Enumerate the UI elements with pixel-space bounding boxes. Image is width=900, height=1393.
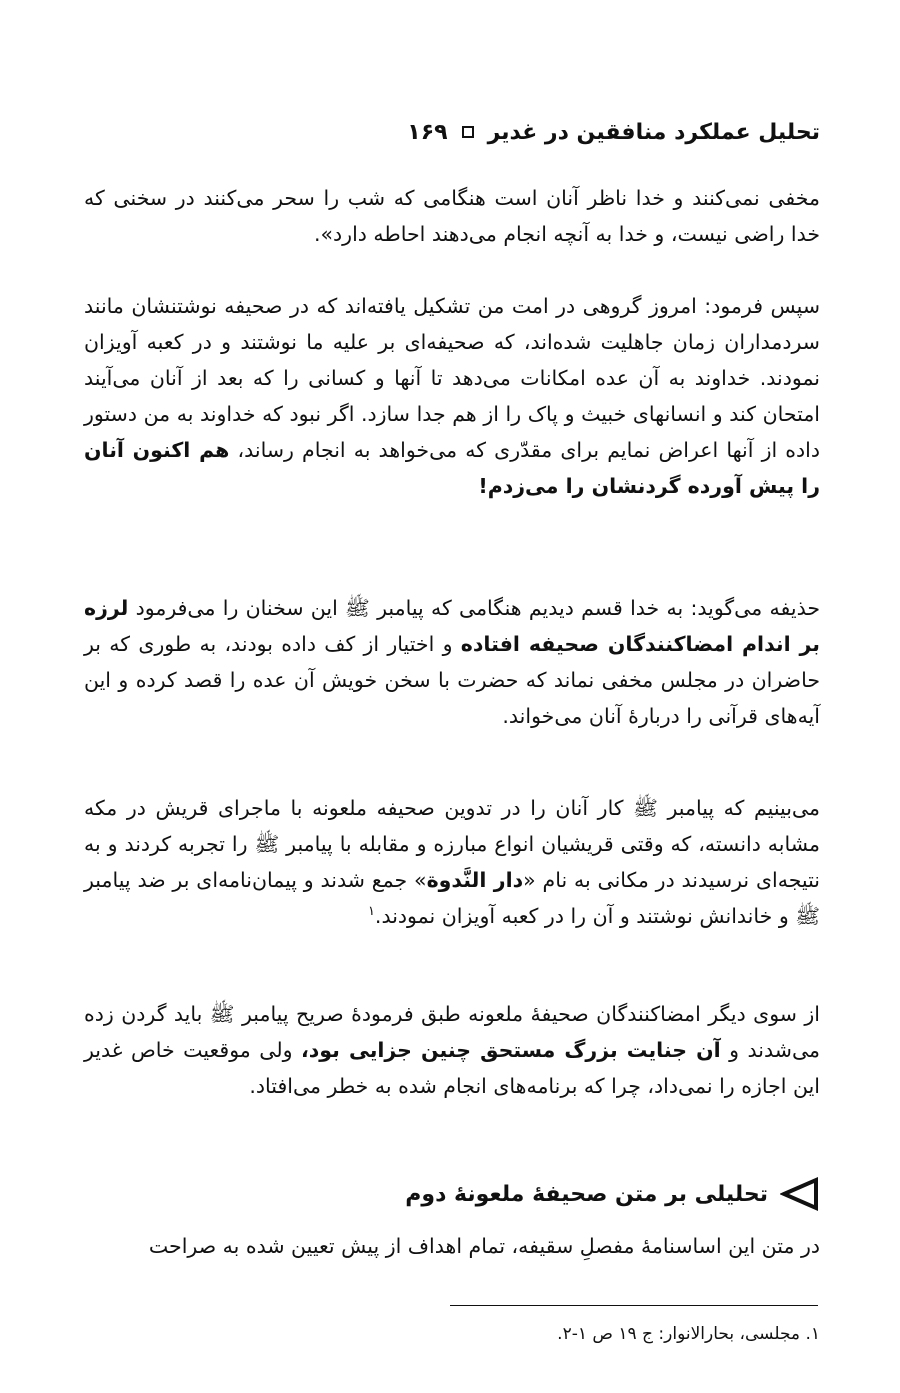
paragraph-2 (84, 288, 820, 504)
paragraph-6-text: در متن این اساسنامهٔ مفصلِ سقیفه، تمام اهداف از پیش تعیین شده به صراحت (148, 1234, 820, 1258)
footnote-marker: ۱ (367, 904, 375, 920)
paragraph-5-text-c: ولی موقعیت خاص غدیر این اجازه را نمی‌داد، چرا که برنامه‌های انجام شده به خطر می‌افتاد. (84, 1038, 820, 1098)
paragraph-4-text-a: می‌بینیم که پیامبر ﷺ کار آنان را در تدوین صحیفه ملعونه با ماجرای قریش در مکه مشابه دانسته، که وقتی قریشیان انواع مبارزه و مقابله با پیامبر ﷺ را تجربه کردند و به نتیجه‌ای نرسیدند در مکانی به نام « (84, 796, 821, 892)
paragraph-3-text-c: و اختیار از کف داده بودند، به طوری که بر حاضران در مجلس مخفی نماند که حضرت با سخن خویش آن عده را قصد کرده و این آیه‌های قرآنی را دربارهٔ آنان می‌خواند. (84, 632, 820, 728)
paragraph-4-text-c: » جمع شدند و پیمان‌نامه‌ای بر ضد پیامبر ﷺ و خاندانش نوشتند و آن را در کعبه آویزان نمودند. (84, 868, 820, 928)
paragraph-5-bold: آن جنایت بزرگ مستحق چنین جزایی بود، (300, 1038, 721, 1062)
footnote: ۱. مجلسی، بحارالانوار: ج ۱۹ ص ۱-۲. (557, 1324, 820, 1344)
paragraph-3 (84, 590, 820, 734)
paragraph-5 (84, 996, 820, 1104)
paragraph-3-bold: لرزه بر اندام امضاکنندگان صحیفه افتاده (84, 596, 820, 656)
paragraph-2-text: سپس فرمود: امروز گروهی در امت من تشکیل یافته‌اند که در صحیفه نوشتنشان مانند سردمداران زمان جاهلیت شده‌اند، که صحیفه‌ای بر علیه ما نوشتند و در کعبه آویزان نمودند. خداوند به آن عده امکانات می‌دهد تا آنها و کسانی را که بعد از آنان می‌آیند امتحان کند و انسانهای خبیث و پاک را از هم جدا سازد. اگر نبود که خداوند به من دستور داده از آنها اعراض نمایم برای مقدّری که می‌خواهد به انجام رساند، (84, 294, 820, 462)
paragraph-1-text: مخفی نمی‌کنند و خدا ناظر آنان است هنگامی که شب را سحر می‌کنند در سخنی که خدا راضی نیست، و خدا به آنچه انجام می‌دهند احاطه دارد». (84, 186, 820, 246)
paragraph-4-bold: دار النَّدوة (426, 868, 524, 892)
section-heading (84, 1172, 820, 1216)
running-header (84, 112, 820, 152)
footnote-divider (450, 1305, 818, 1306)
header-title: تحلیل عملکرد منافقین در غدیر (487, 119, 820, 145)
triangle-pointer-icon (780, 1176, 820, 1212)
paragraph-4 (84, 790, 820, 934)
paragraph-5-text-a: از سوی دیگر امضاکنندگان صحیفهٔ ملعونه طبق فرمودهٔ صریح پیامبر ﷺ باید گردن زده می‌شدند و (84, 1002, 821, 1062)
paragraph-1 (84, 180, 820, 252)
page-number: ۱۶۹ (407, 119, 448, 145)
paragraph-2-bold: هم اکنون آنان را پیش آورده گردنشان را می‌زدم! (84, 438, 820, 498)
section-heading-text: تحلیلی بر متن صحیفهٔ ملعونهٔ دوم (405, 1181, 768, 1207)
paragraph-3-text-a: حذیفه می‌گوید: به خدا قسم دیدیم هنگامی که پیامبر ﷺ این سخنان را می‌فرمود (128, 596, 820, 620)
separator-square-icon (462, 126, 474, 138)
paragraph-6 (84, 1228, 820, 1264)
